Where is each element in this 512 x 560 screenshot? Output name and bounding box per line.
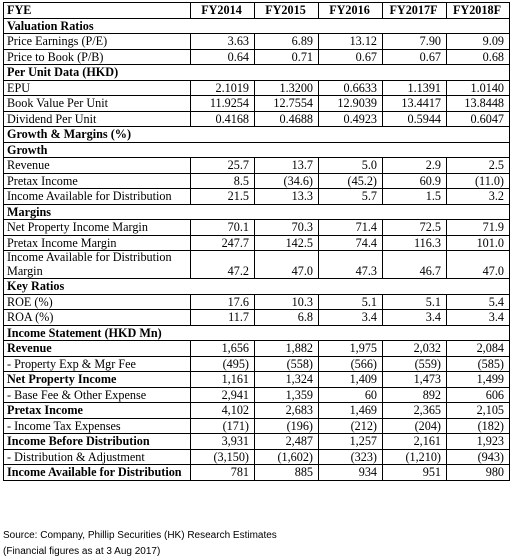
section-header-row bbox=[4, 18, 510, 34]
row-value: 71.4 bbox=[319, 220, 383, 236]
section-header-row bbox=[4, 204, 510, 220]
row-value: 0.6633 bbox=[319, 80, 383, 96]
row-label: Net Property Income bbox=[4, 372, 191, 388]
row-value: 7.90 bbox=[383, 34, 447, 50]
row-value: 1,161 bbox=[191, 372, 255, 388]
row-value: 2,941 bbox=[191, 387, 255, 403]
row-value: 892 bbox=[383, 387, 447, 403]
row-value: 5.4 bbox=[447, 294, 510, 310]
row-value: 2,084 bbox=[447, 341, 510, 357]
row-value: 2,683 bbox=[255, 403, 319, 419]
row-value: 11.9254 bbox=[191, 96, 255, 112]
row-value: 70.1 bbox=[191, 220, 255, 236]
table-row bbox=[4, 294, 510, 310]
section-title: Growth & Margins (%) bbox=[4, 127, 510, 143]
row-value: 142.5 bbox=[255, 235, 319, 251]
row-value: (585) bbox=[447, 356, 510, 372]
header-row bbox=[4, 3, 510, 19]
header-fy2016: FY2016 bbox=[319, 3, 383, 19]
section-title: Growth bbox=[4, 142, 510, 158]
row-value: 0.64 bbox=[191, 49, 255, 65]
source-note: Source: Company, Phillip Securities (HK) Research Estimates bbox=[3, 530, 277, 541]
section-title: Margins bbox=[4, 204, 510, 220]
row-value: 1.0140 bbox=[447, 80, 510, 96]
row-value: (171) bbox=[191, 418, 255, 434]
row-value: 3.4 bbox=[319, 310, 383, 326]
row-label: Book Value Per Unit bbox=[4, 96, 191, 112]
table-row bbox=[4, 434, 510, 450]
row-value: 6.89 bbox=[255, 34, 319, 50]
row-value: 47.0 bbox=[447, 251, 510, 279]
row-value: 13.12 bbox=[319, 34, 383, 50]
row-value: 6.8 bbox=[255, 310, 319, 326]
header-fy2015: FY2015 bbox=[255, 3, 319, 19]
row-label: Pretax Income bbox=[4, 173, 191, 189]
row-value: 101.0 bbox=[447, 235, 510, 251]
row-value: 5.0 bbox=[319, 158, 383, 174]
row-value: 116.3 bbox=[383, 235, 447, 251]
row-label: Pretax Income Margin bbox=[4, 235, 191, 251]
row-value: (45.2) bbox=[319, 173, 383, 189]
row-label: Income Available for Distribution Margin bbox=[4, 251, 191, 279]
row-value: 71.9 bbox=[447, 220, 510, 236]
section-header-row bbox=[4, 279, 510, 295]
row-value: (182) bbox=[447, 418, 510, 434]
row-value: (34.6) bbox=[255, 173, 319, 189]
row-label: - Base Fee & Other Expense bbox=[4, 387, 191, 403]
row-value: 3.2 bbox=[447, 189, 510, 205]
row-value: (559) bbox=[383, 356, 447, 372]
row-value: 885 bbox=[255, 465, 319, 481]
row-value: 0.67 bbox=[319, 49, 383, 65]
financial-summary-table bbox=[3, 2, 510, 481]
row-value: (196) bbox=[255, 418, 319, 434]
row-value: 1,499 bbox=[447, 372, 510, 388]
row-value: 1,324 bbox=[255, 372, 319, 388]
row-value: 0.67 bbox=[383, 49, 447, 65]
row-value: 951 bbox=[383, 465, 447, 481]
row-value: 1,469 bbox=[319, 403, 383, 419]
row-label: Revenue bbox=[4, 341, 191, 357]
row-value: 0.6047 bbox=[447, 111, 510, 127]
row-value: 0.71 bbox=[255, 49, 319, 65]
row-value: 12.9039 bbox=[319, 96, 383, 112]
row-value: 10.3 bbox=[255, 294, 319, 310]
row-value: 47.3 bbox=[319, 251, 383, 279]
row-value: 9.09 bbox=[447, 34, 510, 50]
row-value: 3,931 bbox=[191, 434, 255, 450]
row-value: (1,602) bbox=[255, 449, 319, 465]
table-row bbox=[4, 189, 510, 205]
header-fy2018f: FY2018F bbox=[447, 3, 510, 19]
row-value: (566) bbox=[319, 356, 383, 372]
table-row bbox=[4, 465, 510, 481]
row-label: Revenue bbox=[4, 158, 191, 174]
row-value: 1,656 bbox=[191, 341, 255, 357]
row-label: - Distribution & Adjustment bbox=[4, 449, 191, 465]
table-row bbox=[4, 418, 510, 434]
row-value: (323) bbox=[319, 449, 383, 465]
row-value: 5.7 bbox=[319, 189, 383, 205]
row-value: 2,487 bbox=[255, 434, 319, 450]
row-value: 21.5 bbox=[191, 189, 255, 205]
table-row bbox=[4, 449, 510, 465]
table-row bbox=[4, 96, 510, 112]
table-row bbox=[4, 49, 510, 65]
table-row bbox=[4, 80, 510, 96]
section-header-row bbox=[4, 65, 510, 81]
header-fy2017f: FY2017F bbox=[383, 3, 447, 19]
row-value: 60 bbox=[319, 387, 383, 403]
row-value: 247.7 bbox=[191, 235, 255, 251]
row-label: ROA (%) bbox=[4, 310, 191, 326]
row-value: 2,365 bbox=[383, 403, 447, 419]
table-row bbox=[4, 356, 510, 372]
row-value: 11.7 bbox=[191, 310, 255, 326]
row-value: 781 bbox=[191, 465, 255, 481]
row-value: 13.8448 bbox=[447, 96, 510, 112]
row-value: 70.3 bbox=[255, 220, 319, 236]
row-value: 0.4688 bbox=[255, 111, 319, 127]
row-label: EPU bbox=[4, 80, 191, 96]
table-row bbox=[4, 251, 510, 279]
section-title: Income Statement (HKD Mn) bbox=[4, 325, 510, 341]
header-fye: FYE bbox=[4, 3, 191, 19]
header-fy2014: FY2014 bbox=[191, 3, 255, 19]
row-value: 13.4417 bbox=[383, 96, 447, 112]
table-row bbox=[4, 235, 510, 251]
row-value: 60.9 bbox=[383, 173, 447, 189]
row-value: 0.68 bbox=[447, 49, 510, 65]
row-value: 2,032 bbox=[383, 341, 447, 357]
row-label: - Property Exp & Mgr Fee bbox=[4, 356, 191, 372]
row-value: (212) bbox=[319, 418, 383, 434]
table-body bbox=[4, 18, 510, 480]
row-value: 1,473 bbox=[383, 372, 447, 388]
row-value: 25.7 bbox=[191, 158, 255, 174]
row-value: 1.1391 bbox=[383, 80, 447, 96]
row-value: 2,161 bbox=[383, 434, 447, 450]
row-value: 2.5 bbox=[447, 158, 510, 174]
row-value: 1,923 bbox=[447, 434, 510, 450]
row-value: 12.7554 bbox=[255, 96, 319, 112]
row-value: 74.4 bbox=[319, 235, 383, 251]
row-value: 13.3 bbox=[255, 189, 319, 205]
row-value: (204) bbox=[383, 418, 447, 434]
row-value: (11.0) bbox=[447, 173, 510, 189]
row-value: 934 bbox=[319, 465, 383, 481]
row-value: 5.1 bbox=[319, 294, 383, 310]
row-value: 980 bbox=[447, 465, 510, 481]
row-label: Pretax Income bbox=[4, 403, 191, 419]
row-value: 0.4168 bbox=[191, 111, 255, 127]
table-row bbox=[4, 111, 510, 127]
row-value: 1,975 bbox=[319, 341, 383, 357]
row-value: 3.4 bbox=[447, 310, 510, 326]
row-value: 2,105 bbox=[447, 403, 510, 419]
row-value: 72.5 bbox=[383, 220, 447, 236]
section-header-row bbox=[4, 142, 510, 158]
row-label: ROE (%) bbox=[4, 294, 191, 310]
row-value: 13.7 bbox=[255, 158, 319, 174]
table-row bbox=[4, 403, 510, 419]
row-value: 1,257 bbox=[319, 434, 383, 450]
row-value: (495) bbox=[191, 356, 255, 372]
row-label: Income Before Distribution bbox=[4, 434, 191, 450]
row-value: 3.4 bbox=[383, 310, 447, 326]
row-value: 2.9 bbox=[383, 158, 447, 174]
row-value: (3,150) bbox=[191, 449, 255, 465]
row-value: 47.2 bbox=[191, 251, 255, 279]
table-row bbox=[4, 310, 510, 326]
row-value: 5.1 bbox=[383, 294, 447, 310]
row-value: 0.4923 bbox=[319, 111, 383, 127]
row-value: 47.0 bbox=[255, 251, 319, 279]
row-label: - Income Tax Expenses bbox=[4, 418, 191, 434]
section-title: Key Ratios bbox=[4, 279, 510, 295]
row-value: 1,409 bbox=[319, 372, 383, 388]
table-row bbox=[4, 372, 510, 388]
table-row bbox=[4, 158, 510, 174]
row-value: 17.6 bbox=[191, 294, 255, 310]
row-value: (558) bbox=[255, 356, 319, 372]
table-row bbox=[4, 173, 510, 189]
table-row bbox=[4, 34, 510, 50]
row-value: 46.7 bbox=[383, 251, 447, 279]
table-row bbox=[4, 341, 510, 357]
row-value: 1,359 bbox=[255, 387, 319, 403]
row-label: Price to Book (P/B) bbox=[4, 49, 191, 65]
section-header-row bbox=[4, 127, 510, 143]
section-title: Per Unit Data (HKD) bbox=[4, 65, 510, 81]
row-label: Price Earnings (P/E) bbox=[4, 34, 191, 50]
row-value: 4,102 bbox=[191, 403, 255, 419]
row-value: (943) bbox=[447, 449, 510, 465]
row-value: 3.63 bbox=[191, 34, 255, 50]
row-value: 1,882 bbox=[255, 341, 319, 357]
row-value: 1.3200 bbox=[255, 80, 319, 96]
row-value: (1,210) bbox=[383, 449, 447, 465]
section-title: Valuation Ratios bbox=[4, 18, 510, 34]
row-value: 8.5 bbox=[191, 173, 255, 189]
row-label: Dividend Per Unit bbox=[4, 111, 191, 127]
table-row bbox=[4, 220, 510, 236]
row-label: Income Available for Distribution bbox=[4, 465, 191, 481]
row-value: 606 bbox=[447, 387, 510, 403]
row-value: 2.1019 bbox=[191, 80, 255, 96]
row-value: 1.5 bbox=[383, 189, 447, 205]
row-label: Income Available for Distribution bbox=[4, 189, 191, 205]
row-label: Net Property Income Margin bbox=[4, 220, 191, 236]
table-row bbox=[4, 387, 510, 403]
section-header-row bbox=[4, 325, 510, 341]
date-note: (Financial figures as at 3 Aug 2017) bbox=[3, 546, 161, 557]
row-value: 0.5944 bbox=[383, 111, 447, 127]
